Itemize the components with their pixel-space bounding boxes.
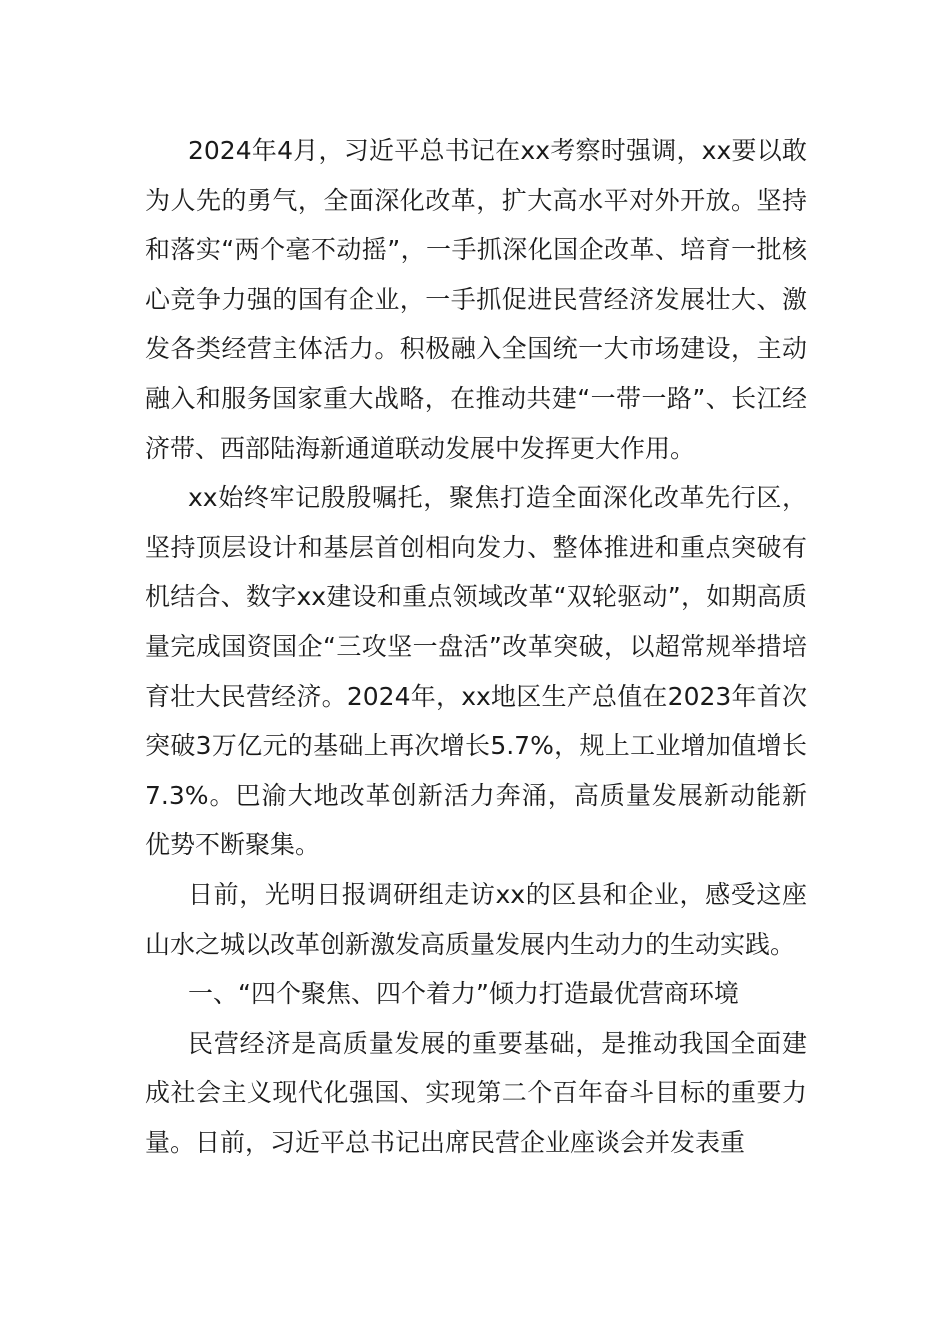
paragraph-reform-achievements: xx始终牢记殷殷嘱托，聚焦打造全面深化改革先行区，坚持顶层设计和基层首创相向发力、整体推进和重点突破有机结合、数字xx建设和重点领域改革“双轮驱动”，如期高质量完成国资国企“三攻坚一盘活”改革突破，以超常规举措培育壮大民营经济。2024年，xx地区生产总值在2023年首次突破3万亿元的基础上再次增长5.7%，规上工业增加值增长7.3%。巴渝大地改革创新活力奔涌，高质量发展新动能新优势不断聚集。 — [145, 483, 807, 860]
paragraph-private-economy: 民营经济是高质量发展的重要基础，是推动我国全面建成社会主义现代化强国、实现第二个百年奋斗目标的重要力量。日前，习近平总书记出席民营企业座谈会并发表重 — [145, 1028, 807, 1157]
paragraph-inspection-remarks: 2024年4月，习近平总书记在xx考察时强调，xx要以敢为人先的勇气，全面深化改革，扩大高水平对外开放。坚持和落实“两个毫不动摇”，一手抓深化国企改革、培育一批核心竞争力强的国有企业，一手抓促进民营经济发展壮大、激发各类经营主体活力。积极融入全国统一大市场建设，主动融入和服务国家重大战略，在推动共建“一带一路”、长江经济带、西部陆海新通道联动发展中发挥更大作用。 — [145, 136, 807, 463]
paragraph-research-visit: 日前，光明日报调研组走访xx的区县和企业，感受这座山水之城以改革创新激发高质量发展内生动力的生动实践。 — [145, 879, 807, 959]
section-heading-business-environment: 一、“四个聚焦、四个着力”倾力打造最优营商环境 — [188, 979, 739, 1009]
document-body — [145, 126, 807, 1167]
